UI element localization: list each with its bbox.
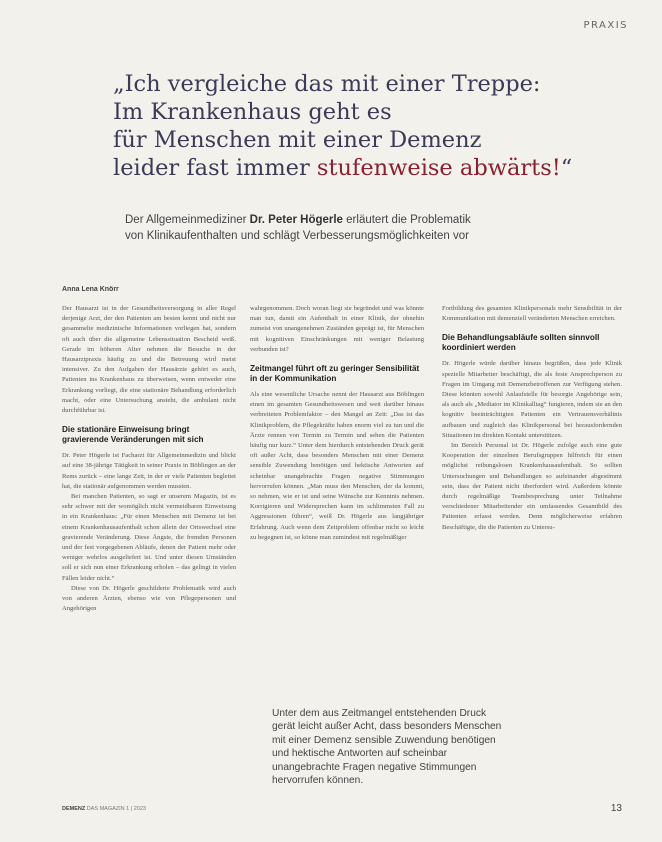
pull-quote-line-5: unangebrachte Fragen negative Stimmungen (272, 761, 477, 773)
intro-line-2: von Klinikaufenthalten und schlägt Verbesserungsmöglichkeiten vor (125, 230, 469, 242)
headline-line-4-plain: leider fast immer (113, 155, 317, 181)
headline-line-2: Im Krankenhaus geht es (113, 99, 392, 125)
article-column-1 (62, 304, 236, 614)
pull-quote-line-4: und hektische Antworten auf scheinbar (272, 748, 447, 760)
article-column-2 (250, 304, 424, 543)
column-2-paragraph-1: wahrgenommen. Doch woran liegt sie begründet und was könnte man tun, damit ein Aufenthalt in einer Klinik, der ohnehin zumeist von unangenehmen Zuständen geprägt ist, für Menschen mit kognitiven Einschränkungen mit weniger Belastung verbunden ist? (250, 305, 424, 353)
pull-quote-line-2: gerät leicht außer Acht, dass besonders Menschen (272, 721, 502, 733)
headline-close-quote: “ (560, 155, 573, 181)
page-footer (62, 806, 146, 812)
column-1-paragraph-2: Dr. Peter Högerle ist Facharzt für Allgemeinmedizin und blickt auf eine 38-jährige Tätigkeit in seiner Praxis in Böblingen an der Rems zurück – eine lange Zeit, in der er viele Patienten begleitet hat, die stationär aufgenommen werden mussten. (62, 452, 236, 490)
pull-quote (272, 703, 612, 791)
column-1-paragraph-3: Bei manchen Patienten, so sagt er unserem Magazin, ist es sehr schwer mit der womöglich nicht vermeidbaren Einweisung in ein Krankenhaus: „Für einen Menschen mit Demenz ist bei einem Krankenhausaufenthalt schon allein der Ortswechsel eine gravierende Veränderung. Diese Ängste, die fremden Personen und der fest vorgegebenen Abläufe, denen der Patient mehr oder weniger wehrlos ausgeliefert ist. Und unter diesen Umständen soll er sich nun einer Erkrankung erholen – das gelingt in vielen Fällen leider nicht.“ (62, 493, 236, 582)
headline-line-4 (113, 154, 633, 182)
page-number: 13 (610, 803, 622, 814)
column-2-paragraph-2: Als eine wesentliche Ursache nennt der Hausarzt aus Böblingen einen im gesamten Gesundheitswesen und weit darüber hinaus verbreiteten Problemfaktor – den Mangel an Zeit: „Das ist das Klinikproblem, die Pflegekräfte haben enorm viel zu tun und die Ärzte rennen von Termin zu Termin und sehen die Patienten häufig nur kurz.“ Unter dem hierdurch entstehenden Druck gerät oft außer Acht, dass besonders Menschen mit einer Demenz sensible Zuwendung benötigen und hektische Antworten auf scheinbar unangebrachte Fragen negative Stimmungen hervorrufen können. „Man muss den Menschen, der da kommt, so nehmen, wie er ist und seine Wünsche zur Kenntnis nehmen. Korrigieren und Widersprechen kann im schlimmsten Fall zu Aggressionen führen“, weiß Dr. Högerle aus langjähriger Erfahrung. Auch wenn dem Zeitproblem offenbar nicht so leicht zu begegnen ist, so könne man zumindest mit regelmäßiger (250, 391, 424, 541)
column-3-paragraph-2: Dr. Högerle würde darüber hinaus begrüßen, dass jede Klinik spezielle Mitarbeiter beschäftigt, die als feste Ansprechperson zu Fragen im Umgang mit Demenzbetroffenen zur Verfügung stehen. Diese könnten sowohl Anlaufstelle für besorgte Angehörige sein, als auch als „Mediator im Klinikalltag“ fungieren, indem sie an den kognitiv beeinträchtigten Patienten ein Vertrauensverhältnis aufbauen und zugleich das Klinikpersonal bei herausfordernden Situationen im direkten Kontakt unterstützen. (442, 360, 622, 439)
section-label: PRAXIS (583, 20, 628, 31)
column-2-subheading: Zeitmangel führt oft zu geringer Sensibilität in der Kommunikation (250, 364, 420, 384)
headline-line-3: für Menschen mit einer Demenz (113, 127, 482, 153)
pull-quote-line-6: hervorrufen können. (272, 775, 364, 787)
article-intro (125, 212, 625, 244)
footer-issue: DAS MAGAZIN 1 | 2023 (86, 806, 146, 812)
pull-quote-line-3: mit einer Demenz sensible Zuwendung benötigen (272, 734, 496, 746)
intro-line-1 (125, 212, 625, 228)
article-headline (113, 70, 633, 182)
column-1-subheading: Die stationäre Einweisung bringt gravierende Veränderungen mit sich (62, 425, 204, 445)
column-1-paragraph-1: Der Hausarzt ist in der Gesundheitsversorgung in aller Regel derjenige Arzt, der den Patienten am besten kennt und nicht nur gesammelte medizinische Informationen vorliegen hat, sondern oft auch über die allgemeine Lebenssituation Bescheid weiß. Gerade im höheren Alter nehmen die Besuche in der Hausarztpraxis häufig zu und die Betreuung wird meist intensiver. Zu den Aufgaben der Hausärzte gehört es auch, Patienten ins Krankenhaus zu überweisen, wenn entweder eine Erkrankung vorliegt, die eine stationäre Behandlung erforderlich macht, oder eine Untersuchung ansteht, die ambulant nicht durchführbar ist. (62, 305, 236, 415)
headline-line-1: „Ich vergleiche das mit einer Treppe: (113, 71, 541, 97)
footer-brand: DEMENZ (62, 806, 86, 812)
intro-after: erläutert die Problematik (342, 214, 471, 226)
article-column-3 (442, 304, 622, 533)
pull-quote-line-1: Unter dem aus Zeitmangel entstehenden Druck (272, 708, 487, 719)
column-3-paragraph-1: Fortbildung des gesamten Klinikpersonals mehr Sensibilität in der Kommunikation mit demenziell veränderten Menschen erreichen. (442, 305, 622, 323)
headline-accent: stufenweise abwärts! (316, 155, 561, 181)
intro-name: Dr. Peter Högerle (249, 214, 343, 226)
author-byline: Anna Lena Knörr (62, 286, 119, 293)
column-3-subheading: Die Behandlungsabläufe sollten sinnvoll koordiniert werden (442, 333, 600, 353)
column-3-paragraph-3: Im Bereich Personal ist Dr. Högerle zufolge auch eine gute Kooperation der einzelnen Berufsgruppen hilfreich für einen möglichst reibungslosen Krankenhausaufenthalt. So sollten Untersuchungen und Behandlungen so aufeinander abgestimmt sein, dass der Patient nicht überfordert wird. Außerdem könnte durch regelmäßige Teambesprechung unter Teilnahme verschiedener Mitarbeitender ein umfassendes Gesamtbild des Patienten erfasst werden. Denn möglicherweise erfahren Beschäftigte, die die Patienten zu Untersu- (442, 442, 622, 531)
column-1-paragraph-4: Diese von Dr. Högerle geschilderte Problematik wird auch von anderen Ärzten, ebenso wie von Pflegepersonen und Angehörigen (62, 584, 236, 613)
intro-before: Der Allgemeinmediziner (125, 214, 250, 226)
